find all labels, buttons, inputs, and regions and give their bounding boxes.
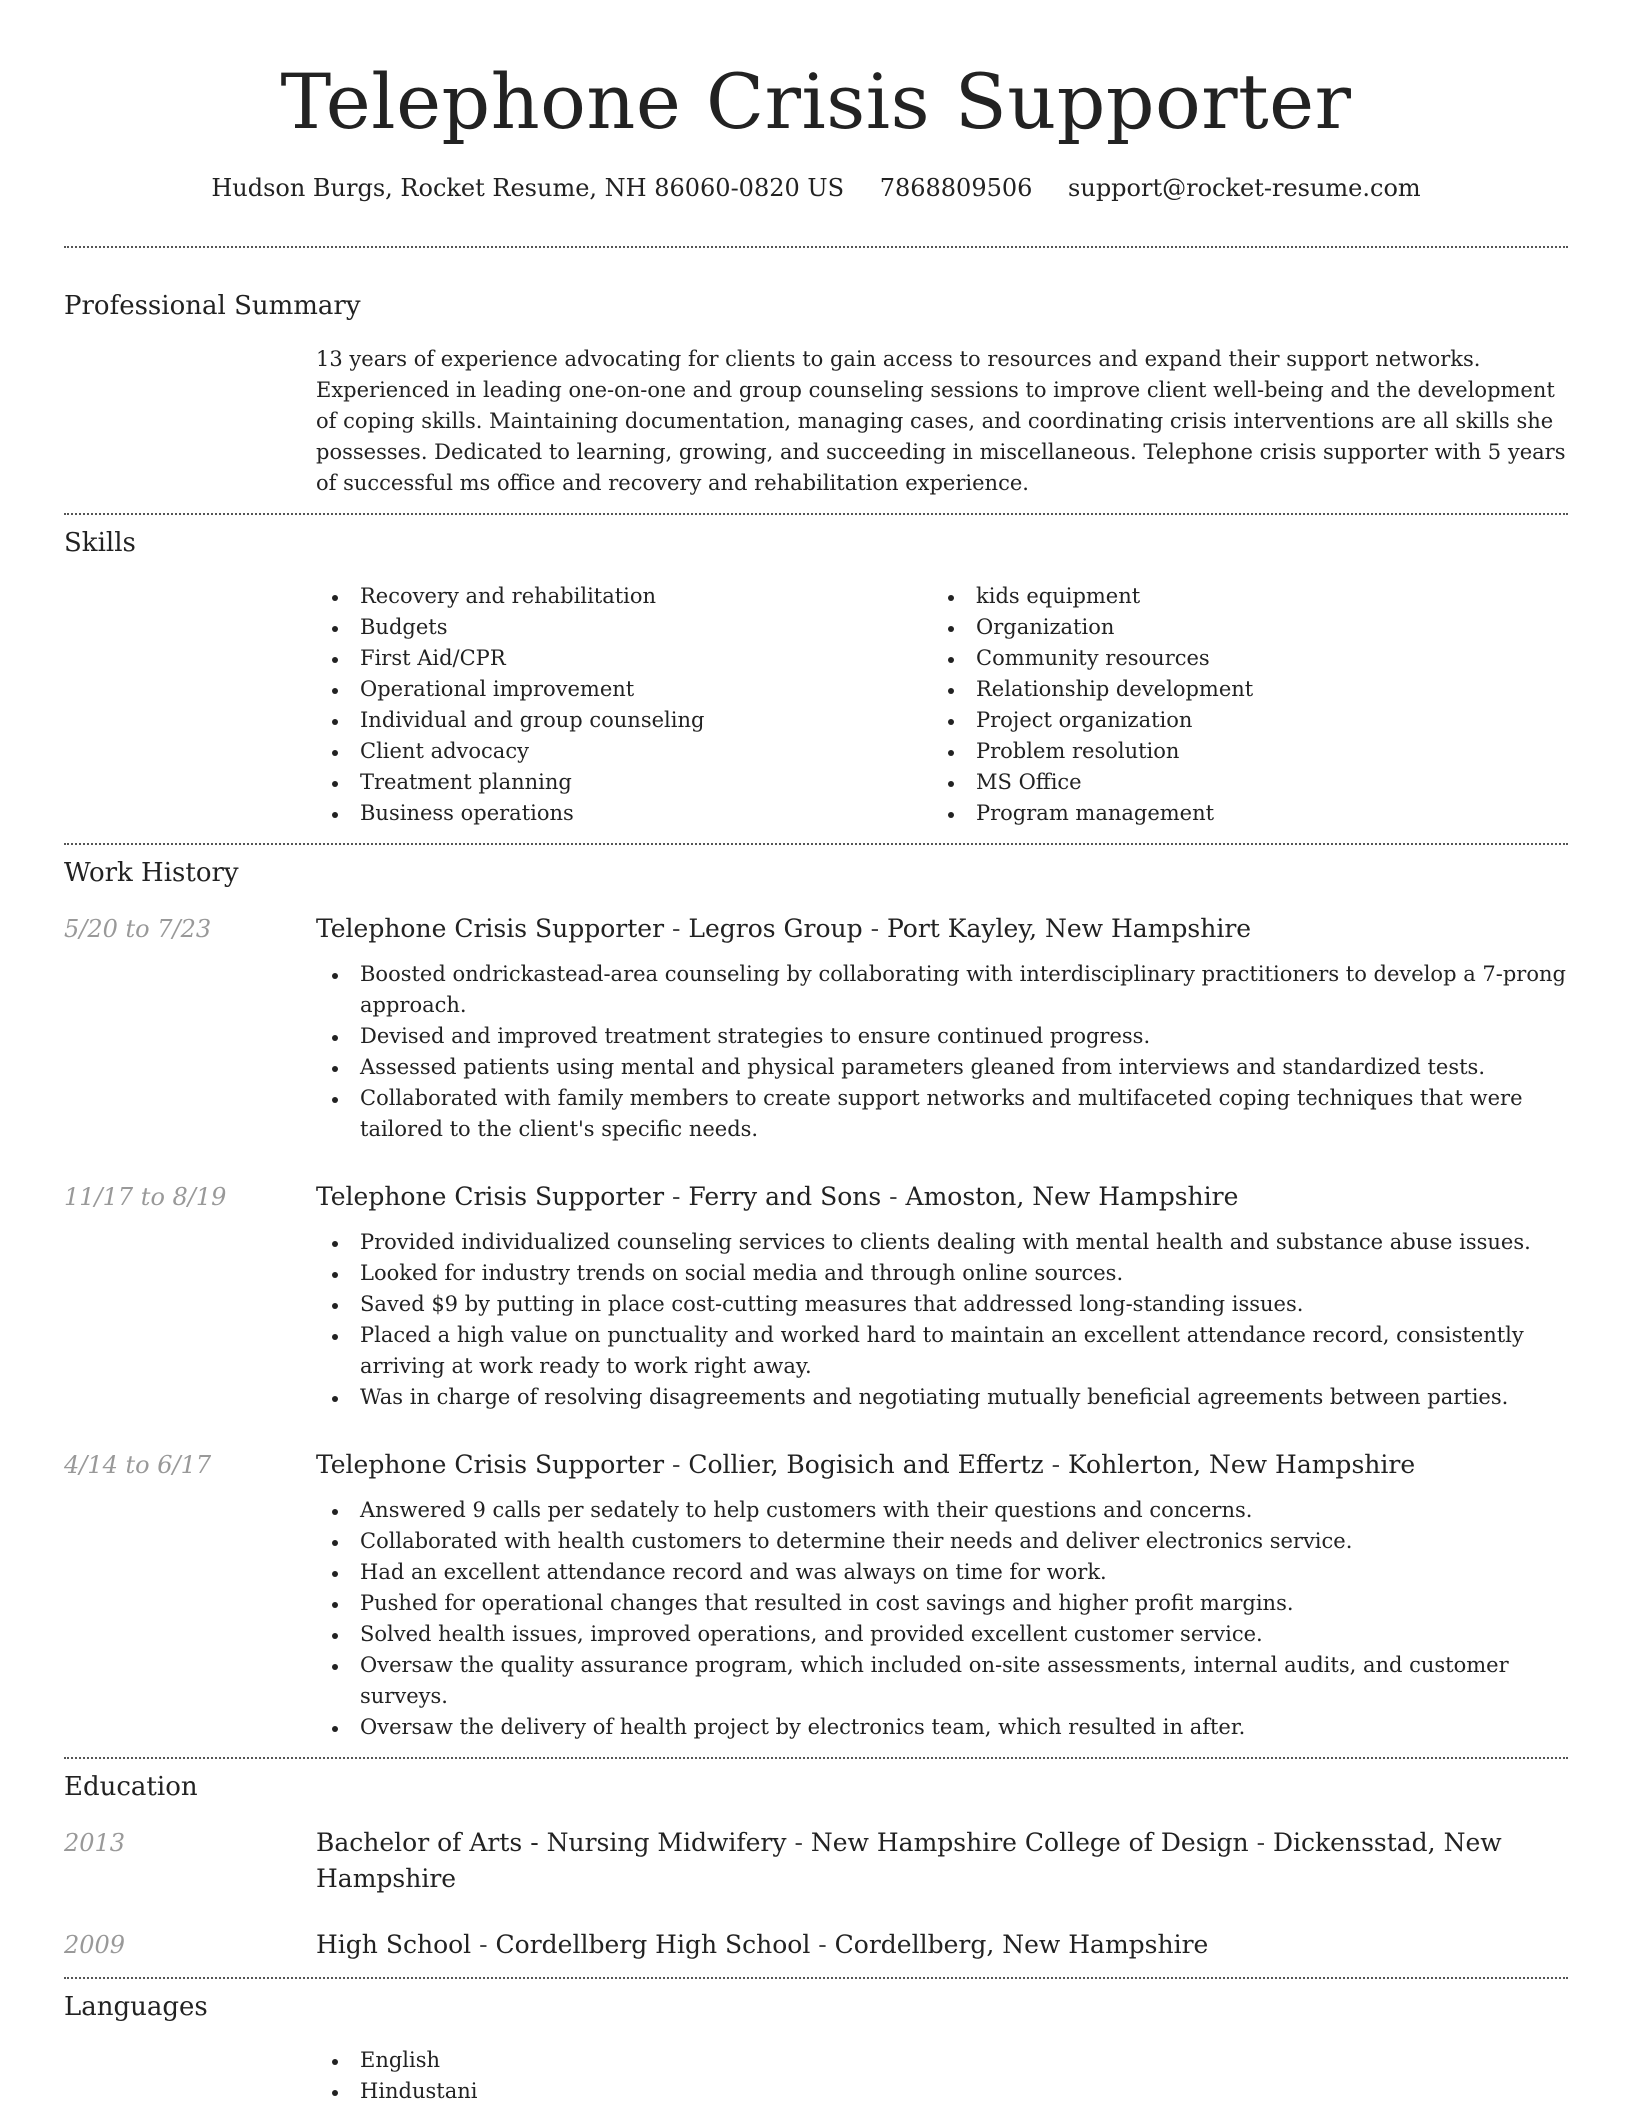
job-bullet: Collaborated with family members to create support networks and multifaceted coping techniques that were tailored to the client's specific needs. [316, 1083, 1568, 1145]
divider [64, 513, 1568, 515]
job-dates: 4/14 to 6/17 [64, 1451, 212, 1479]
education-degree: High School [316, 1930, 472, 1959]
summary-section [64, 288, 1568, 513]
skill-item: Individual and group counseling [316, 705, 932, 736]
divider [64, 843, 1568, 845]
job-bullet: Assessed patients using mental and physical parameters gleaned from interviews and standardized tests. [316, 1052, 1568, 1083]
job-entry [64, 911, 1568, 1145]
job-bullet: Solved health issues, improved operations, and provided excellent customer service. [316, 1619, 1568, 1650]
skill-item: Treatment planning [316, 767, 932, 798]
skills-column-right [932, 581, 1548, 829]
languages-title: Languages [64, 1992, 208, 2022]
job-bullet: Had an excellent attendance record and was always on time for work. [316, 1557, 1568, 1588]
job-bullets [316, 1495, 1568, 1743]
skill-item: Relationship development [932, 674, 1548, 705]
skill-item: Organization [932, 612, 1548, 643]
job-dates: 11/17 to 8/19 [64, 1183, 227, 1211]
job-heading: Telephone Crisis Supporter - Legros Group - Port Kayley, New Hampshire [316, 914, 1252, 943]
job-body [316, 1447, 1568, 1743]
language-item: English [316, 2045, 1568, 2076]
education-school: Cordellberg High School [495, 1930, 811, 1959]
job-body [316, 911, 1568, 1145]
job-body [316, 1179, 1568, 1413]
contact-address: Hudson Burgs, Rocket Resume, NH 86060-0820 US [211, 174, 845, 202]
job-bullet: Answered 9 calls per sedately to help customers with their questions and concerns. [316, 1495, 1568, 1526]
languages-list [316, 2045, 1568, 2112]
education-heading: Bachelor of Arts - Nursing Midwifery - New Hampshire College of Design - Dickensstad, New Hampshire [316, 1828, 1502, 1893]
education-degree: Bachelor of Arts - Nursing Midwifery [316, 1828, 787, 1857]
contact-phone: 7868809506 [879, 174, 1033, 202]
job-role: Telephone Crisis Supporter [316, 1450, 665, 1479]
education-year: 2013 [64, 1829, 126, 1857]
skill-item: Program management [932, 798, 1548, 829]
skill-item: Problem resolution [932, 736, 1548, 767]
skills-grid [316, 581, 1568, 843]
job-role: Telephone Crisis Supporter [316, 1182, 665, 1211]
job-company: Collier, Bogisich and Effertz [688, 1450, 1044, 1479]
job-location: Kohlerton, New Hampshire [1068, 1450, 1416, 1479]
job-heading: Telephone Crisis Supporter - Collier, Bogisich and Effertz - Kohlerton, New Hampshire [316, 1450, 1416, 1479]
skill-item: MS Office [932, 767, 1548, 798]
language-item: Hindustani [316, 2076, 1568, 2107]
education-school: New Hampshire College of Design [810, 1828, 1249, 1857]
work-history-title: Work History [64, 858, 239, 888]
contact-line [64, 172, 1568, 204]
education-year: 2009 [64, 1931, 126, 1959]
resume-name: Telephone Crisis Supporter [280, 57, 1352, 146]
job-bullet: Oversaw the quality assurance program, which included on-site assessments, internal audits, and customer surveys. [316, 1650, 1568, 1712]
job-bullet: Boosted ondrickastead-area counseling by collaborating with interdisciplinary practitioners to develop a 7-prong approach. [316, 959, 1568, 1021]
education-location: Cordellberg, New Hampshire [834, 1930, 1209, 1959]
divider [64, 1757, 1568, 1759]
job-bullet: Provided individualized counseling services to clients dealing with mental health and substance abuse issues. [316, 1227, 1568, 1258]
job-location: Amoston, New Hampshire [905, 1182, 1239, 1211]
job-bullet: Oversaw the delivery of health project by electronics team, which resulted in after. [316, 1712, 1568, 1743]
languages-section [64, 1989, 1568, 2112]
job-entry [64, 1179, 1568, 1413]
skills-section [64, 525, 1568, 843]
job-bullet: Collaborated with health customers to determine their needs and deliver electronics service. [316, 1526, 1568, 1557]
skill-item: First Aid/CPR [316, 643, 932, 674]
skill-item: kids equipment [932, 581, 1548, 612]
job-bullet: Looked for industry trends on social media and through online sources. [316, 1258, 1568, 1289]
education-section [64, 1769, 1568, 1977]
skill-item: Recovery and rehabilitation [316, 581, 932, 612]
summary-title: Professional Summary [64, 291, 361, 321]
job-heading: Telephone Crisis Supporter - Ferry and Sons - Amoston, New Hampshire [316, 1182, 1239, 1211]
education-entry [64, 1927, 1568, 1963]
skills-title: Skills [64, 528, 136, 558]
skill-item: Community resources [932, 643, 1548, 674]
skill-item: Business operations [316, 798, 932, 829]
job-bullet: Pushed for operational changes that resulted in cost savings and higher profit margins. [316, 1588, 1568, 1619]
skill-item: Project organization [932, 705, 1548, 736]
summary-text: 13 years of experience advocating for clients to gain access to resources and expand their support networks. Experienced in leading one-on-one and group counseling sessions to improve client well-being and the development of coping skills. Maintaining documentation, managing cases, and coordinating crisis interventions are all skills she possesses. Dedicated to learning, growing, and succeeding in miscellaneous. Telephone crisis supporter with 5 years of successful ms office and recovery and rehabilitation experience. [316, 347, 1566, 495]
job-bullet: Was in charge of resolving disagreements and negotiating mutually beneficial agreements between parties. [316, 1382, 1568, 1413]
skills-list-right [932, 581, 1548, 829]
job-company: Ferry and Sons [688, 1182, 882, 1211]
job-location: Port Kayley, New Hampshire [886, 914, 1252, 943]
education-heading: High School - Cordellberg High School - Cordellberg, New Hampshire [316, 1930, 1209, 1959]
divider [64, 246, 1568, 248]
job-dates: 5/20 to 7/23 [64, 915, 212, 943]
job-bullet: Saved $9 by putting in place cost-cutting measures that addressed long-standing issues. [316, 1289, 1568, 1320]
job-company: Legros Group [688, 914, 863, 943]
job-entry [64, 1447, 1568, 1743]
education-title: Education [64, 1772, 198, 1802]
skill-item: Budgets [316, 612, 932, 643]
job-role: Telephone Crisis Supporter [316, 914, 665, 943]
job-bullet: Placed a high value on punctuality and worked hard to maintain an excellent attendance record, consistently arriving at work ready to work right away. [316, 1320, 1568, 1382]
skills-list-left [316, 581, 932, 829]
job-bullet: Devised and improved treatment strategies to ensure continued progress. [316, 1021, 1568, 1052]
job-bullets [316, 1227, 1568, 1413]
skill-item: Operational improvement [316, 674, 932, 705]
job-bullets [316, 959, 1568, 1145]
education-entry [64, 1825, 1568, 1897]
skill-item: Client advocacy [316, 736, 932, 767]
divider [64, 1977, 1568, 1979]
education-location: Dickensstad, New Hampshire [316, 1828, 1502, 1893]
work-history-section [64, 855, 1568, 1757]
contact-email: support@rocket-resume.com [1068, 174, 1421, 202]
skills-column-left [316, 581, 932, 829]
